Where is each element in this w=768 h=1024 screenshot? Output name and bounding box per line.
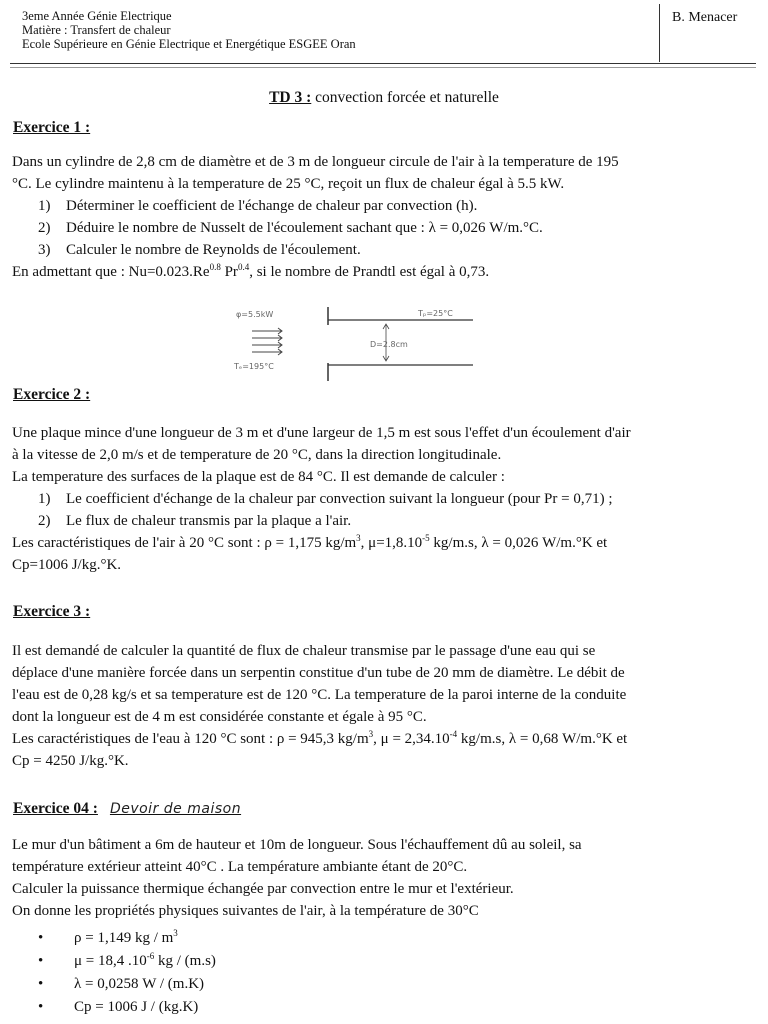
ex1-assumption: En admettant que : $Nu=0.023.Re^{0.8}$ $Pr^{0.4}$, si le nombre de Prandtl est égal à 0,73.	[12, 262, 490, 280]
list-item: 1) Déterminer le coefficient de l'échange de chaleur par convection (h).	[38, 198, 478, 214]
exercise-4-body	[12, 834, 764, 922]
list-item: • λ = 0,0258 W / (m.K)	[0, 973, 216, 996]
ex4-line2: température extérieur atteint 40°C . La température ambiante étant de 20°C.	[12, 859, 468, 875]
page-title	[0, 89, 768, 107]
header-subject: Matière : Transfert de chaleur	[22, 23, 171, 37]
ex3-properties: Les caractéristiques de l'eau à 120 °C sont : ρ = 945,3 $kg/m^3$, $\mu = 2,34.10^{-4}$ kg/m.s, λ = 0,68 W/m.°K et	[12, 729, 628, 747]
ex3-line4: dont la longueur est de 4 m est considérée constante et égale à 95 °C.	[12, 709, 427, 725]
figure-fluid-temp-label: Tₑ=195°C	[234, 362, 274, 371]
exercise-3-body	[12, 640, 764, 772]
handwritten-note: Devoir de maison	[109, 801, 242, 817]
header-school: Ecole Supérieure en Génie Electrique et Energétique ESGEE Oran	[22, 37, 356, 51]
ex2-properties: Les caractéristiques de l'air à 20 °C sont : ρ = 1,175 $kg/m^3$, $\mu=1,8.10^{-5}$ kg/m.s, λ = 0,026 W/m.°K et	[12, 533, 608, 551]
exercise-2-heading: Exercice 2 :	[13, 386, 91, 403]
ex4-line1: Le mur d'un bâtiment a 6m de hauteur et 10m de longueur. Sous l'échauffement dû au soleil, sa	[12, 837, 582, 853]
ex4-line3: Calculer la puissance thermique échangée par convection entre le mur et l'extérieur.	[12, 881, 514, 897]
list-item: • Cp = 1006 J / (kg.K)	[0, 996, 216, 1019]
ex2-line1: Une plaque mince d'une longueur de 3 m et d'une largeur de 1,5 m est sous l'effet d'un écoulement d'air	[12, 425, 631, 441]
list-item: 2) Le flux de chaleur transmis par la plaque a l'air.	[38, 513, 352, 529]
figure-heat-flux-label: φ=5.5kW	[236, 310, 274, 319]
list-item: 3) Calculer le nombre de Reynolds de l'écoulement.	[38, 242, 361, 258]
header-rule-thin	[10, 67, 756, 68]
exercise-3-heading: Exercice 3 :	[13, 603, 91, 620]
header-divider-vertical	[659, 4, 660, 62]
ex1-intro-line1: Dans un cylindre de 2,8 cm de diamètre et de 3 m de longueur circule de l'air à la temperature de 195	[12, 154, 619, 170]
ex2-line2: à la vitesse de 2,0 m/s et de temperature de 20 °C, dans la direction longitudinale.	[12, 447, 502, 463]
ex2-question-list	[12, 488, 764, 532]
bullet-icon: •	[38, 953, 44, 969]
course-header	[22, 9, 356, 51]
list-item: • μ = 18,4 $.10^{-6}$ kg / (m.s)	[0, 950, 216, 973]
exercise-4-heading: Exercice 04 : Devoir de maison	[13, 800, 242, 817]
flow-arrows	[252, 328, 282, 355]
ex1-intro-line2: °C. Le cylindre maintenu à la temperature de 25 °C, reçoit un flux de chaleur égal à 5.5 kW.	[12, 176, 565, 192]
ex4-line4: On donne les propriétés physiques suivantes de l'air, à la température de 30°C	[12, 903, 479, 919]
exercise-1-body	[12, 151, 764, 283]
cylinder-flow-figure	[228, 305, 488, 383]
bullet-icon: •	[38, 999, 44, 1015]
header-year: 3eme Année Génie Electrique	[22, 9, 172, 23]
ex3-line1: Il est demandé de calculer la quantité de flux de chaleur transmise par le passage d'une eau qui se	[12, 643, 596, 659]
list-item: 1) Le coefficient d'échange de la chaleur par convection suivant la longueur (pour Pr = 0,71) ;	[38, 491, 613, 507]
ex3-properties-line2: Cp = 4250 J/kg.°K.	[12, 753, 129, 769]
ex3-line2: déplace d'une manière forcée dans un serpentin constitue d'un tube de 20 mm de diamètre. Le débit de	[12, 665, 625, 681]
ex2-properties-line2: Cp=1006 J/kg.°K.	[12, 557, 122, 573]
figure-wall-temp-label: Tₚ=25°C	[418, 309, 453, 318]
title-text: convection forcée et naturelle	[311, 89, 499, 106]
header-rule	[10, 63, 756, 64]
ex2-line3: La temperature des surfaces de la plaque est de 84 °C. Il est demande de calculer :	[12, 469, 505, 485]
ex3-line3: l'eau est de 0,28 kg/s et sa temperature est de 120 °C. La temperature de la paroi interne de la conduite	[12, 687, 627, 703]
exercise-2-body	[12, 422, 764, 576]
bullet-icon: •	[38, 976, 44, 992]
title-td: TD 3 :	[269, 89, 312, 106]
exercise-1-heading: Exercice 1 :	[13, 119, 91, 136]
header-author: B. Menacer	[672, 10, 738, 25]
ex4-property-list	[0, 927, 216, 1019]
list-item: • ρ = 1,149 kg / $m^3$	[0, 927, 216, 950]
list-item: 2) Déduire le nombre de Nusselt de l'écoulement sachant que : λ = 0,026 W/m.°C.	[38, 220, 543, 236]
bullet-icon: •	[38, 930, 44, 946]
ex1-question-list	[12, 195, 764, 261]
figure-diameter-label: D=2.8cm	[370, 340, 408, 349]
